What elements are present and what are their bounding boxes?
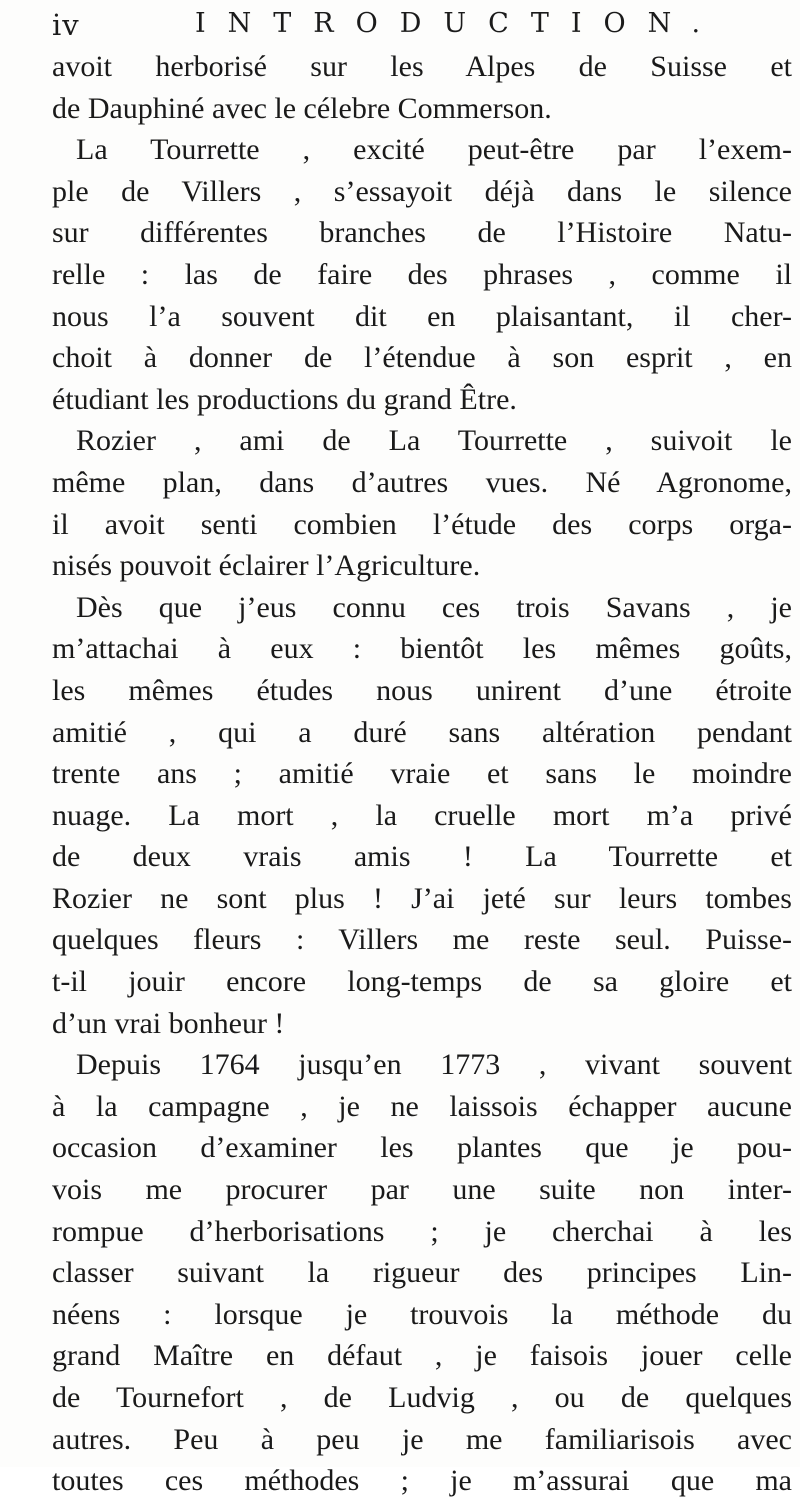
text-line: La Tourrette , excité peut-être par l’exem- bbox=[76, 133, 792, 167]
text-line: il avoit senti combien l’étude des corps orga- bbox=[52, 507, 792, 541]
text-line: même plan, dans d’autres vues. Né Agronome, bbox=[52, 465, 792, 499]
text-line: occasion d’examiner les plantes que je pou- bbox=[52, 1131, 792, 1165]
text-line: relle : las de faire des phrases , comme il bbox=[52, 257, 792, 291]
text-line: sur différentes branches de l’Histoire Natu- bbox=[52, 216, 792, 250]
text-line: Rozier , ami de La Tourrette , suivoit le bbox=[76, 424, 792, 458]
text-line: avoit herborisé sur les Alpes de Suisse et bbox=[52, 50, 792, 83]
text-line: Depuis 1764 jusqu’en 1773 , vivant souvent bbox=[76, 1048, 792, 1082]
text-line: de Dauphiné avec le célebre Commerson. bbox=[52, 91, 552, 125]
running-head: INTRODUCTION. bbox=[195, 8, 723, 39]
text-line: classer suivant la rigueur des principes Lin- bbox=[52, 1256, 792, 1290]
text-line: grand Maître en défaut , je faisois jouer celle bbox=[52, 1339, 792, 1373]
page-header bbox=[52, 6, 772, 46]
text-line: Rozier ne sont plus ! J’ai jeté sur leurs tombes bbox=[52, 881, 792, 915]
text-line: de deux vrais amis ! La Tourrette et bbox=[52, 840, 792, 874]
text-line: néens : lorsque je trouvois la méthode du bbox=[52, 1297, 792, 1331]
page-number: iv bbox=[52, 8, 80, 42]
text-line: nous l’a souvent dit en plaisantant, il cher- bbox=[52, 299, 792, 333]
text-line: amitié , qui a duré sans altération pendant bbox=[52, 715, 792, 749]
text-line: à la campagne , je ne laissois échapper aucune bbox=[52, 1089, 792, 1123]
text-line: t-il jouir encore long-temps de sa gloire et bbox=[52, 965, 792, 999]
text-line: ple de Villers , s’essayoit déjà dans le silence bbox=[52, 174, 792, 208]
text-line: choit à donner de l’étendue à son esprit , en bbox=[52, 341, 792, 375]
text-line: vois me procurer par une suite non inter- bbox=[52, 1173, 792, 1207]
body-text bbox=[52, 46, 792, 1502]
text-line: étudiant les productions du grand Être. bbox=[52, 382, 517, 416]
text-line: autres. Peu à peu je me familiarisois avec bbox=[52, 1422, 792, 1456]
text-line: toutes ces méthodes ; je m’assurai que ma bbox=[52, 1464, 792, 1498]
text-line: rompue d’herborisations ; je cherchai à les bbox=[52, 1214, 792, 1248]
text-line: nuage. La mort , la cruelle mort m’a privé bbox=[52, 798, 792, 832]
text-line: m’attachai à eux : bientôt les mêmes goûts, bbox=[52, 632, 792, 666]
text-line: Dès que j’eus connu ces trois Savans , je bbox=[76, 590, 792, 624]
text-line: quelques fleurs : Villers me reste seul. Puisse- bbox=[52, 923, 792, 957]
text-line: d’un vrai bonheur ! bbox=[52, 1006, 285, 1040]
text-line: de Tournefort , de Ludvig , ou de quelques bbox=[52, 1381, 792, 1414]
text-line: les mêmes études nous unirent d’une étroite bbox=[52, 673, 792, 707]
text-line: trente ans ; amitié vraie et sans le moindre bbox=[52, 757, 792, 791]
text-line: nisés pouvoit éclairer l’Agriculture. bbox=[52, 549, 481, 583]
